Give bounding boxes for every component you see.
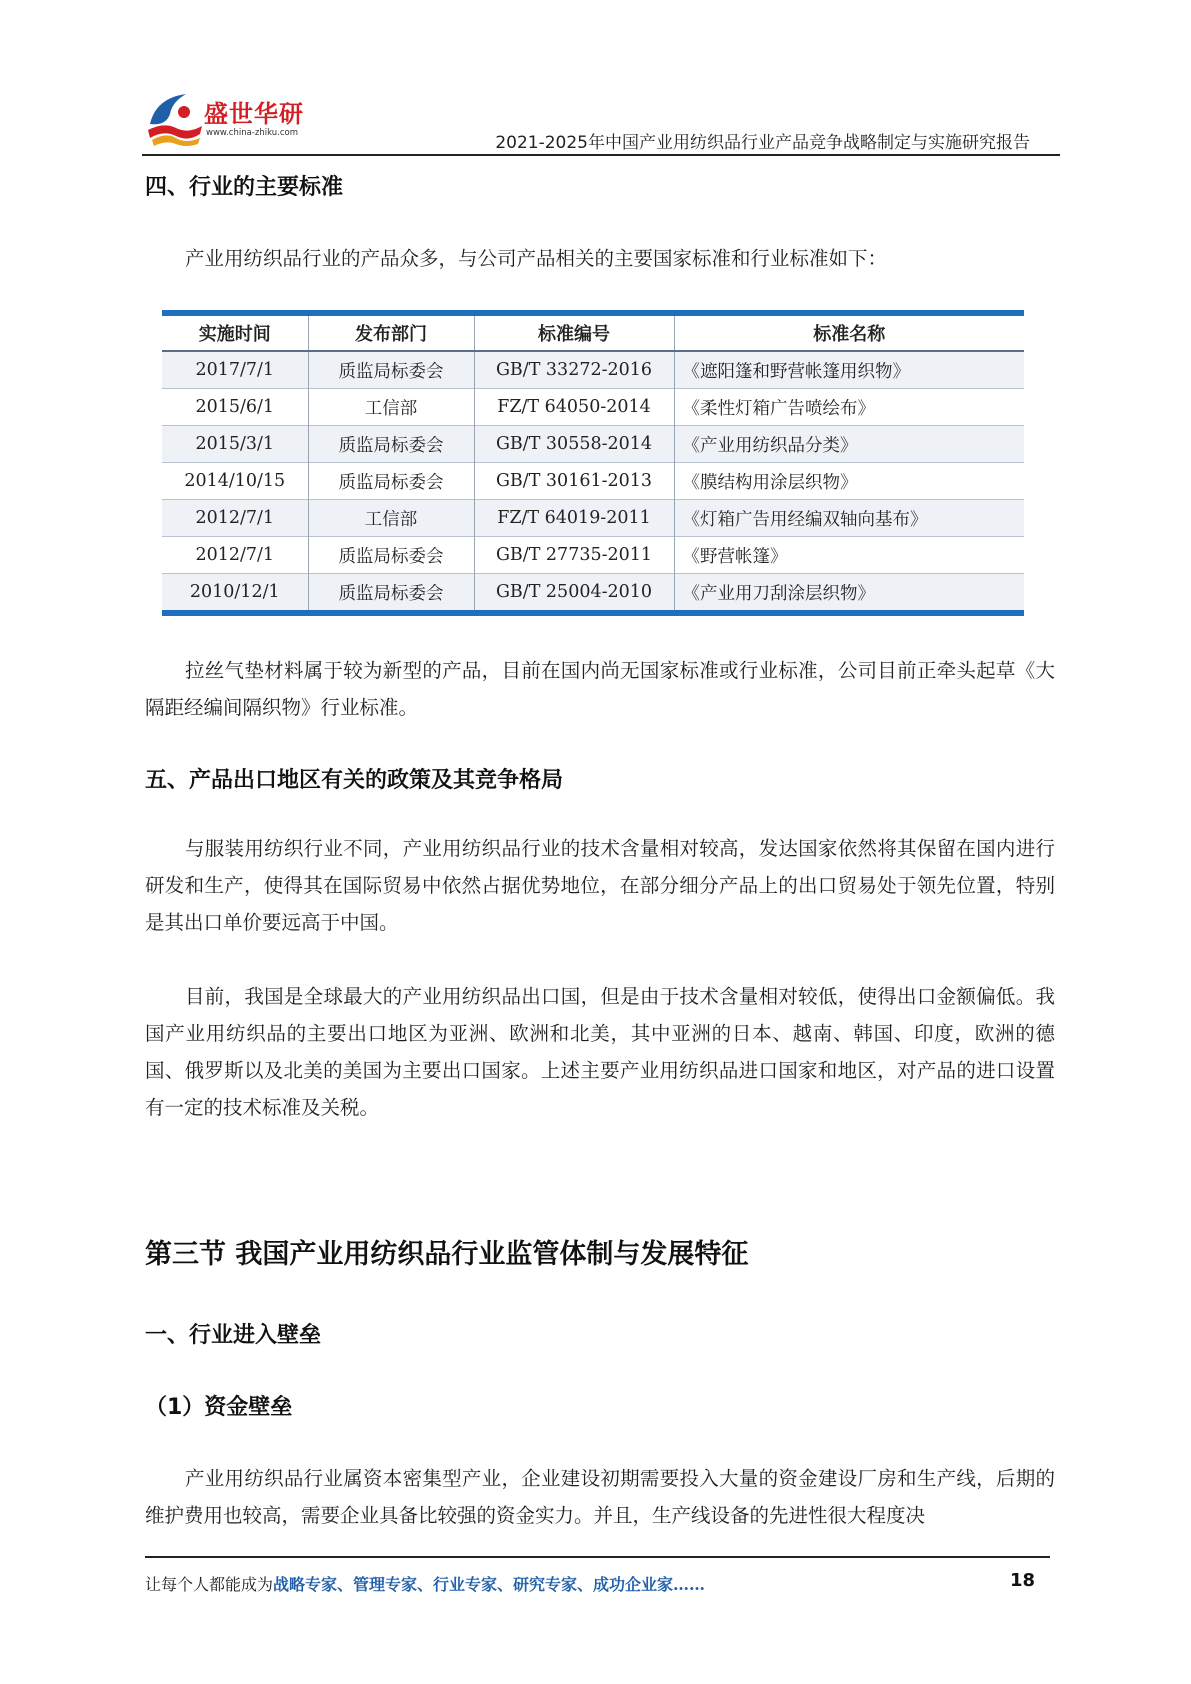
logo-url: www.china-zhiku.com (206, 128, 298, 138)
chapter-heading: 第三节 我国产业用纺织品行业监管体制与发展特征 (145, 1239, 749, 1270)
footer-divider (145, 1556, 1050, 1558)
cell-standard-code: GB/T 33272-2016 (474, 351, 674, 389)
export-paragraph-1: 与服装用纺织行业不同，产业用纺织品行业的技术含量相对较高，发达国家依然将其保留在国内进行研发和生产，使得其在国际贸易中依然占据优势地位，在部分细分产品上的出口贸易处于领先位置，特别是其出口单价要远高于中国。 (145, 837, 1055, 934)
section-heading-export: 五、产品出口地区有关的政策及其竞争格局 (145, 768, 564, 793)
cell-standard-name: 《膜结构用涂层织物》 (674, 463, 1024, 500)
column-header: 发布部门 (308, 316, 474, 351)
cell-standard-name: 《产业用刀刮涂层织物》 (674, 574, 1024, 611)
cell-date: 2015/3/1 (162, 426, 308, 463)
capital-barrier-paragraph: 产业用纺织品行业属资本密集型产业，企业建设初期需要投入大量的资金建设厂房和生产线，后期的维护费用也较高，需要企业具备比较强的资金实力。并且，生产线设备的先进性很大程度决 (145, 1467, 1055, 1527)
logo-wordmark: 盛世华研 (204, 100, 304, 128)
cell-standard-name: 《灯箱广告用经编双轴向基布》 (674, 500, 1024, 537)
cell-standard-code: FZ/T 64050-2014 (474, 389, 674, 426)
cell-standard-code: GB/T 25004-2010 (474, 574, 674, 611)
table-bottom-border (162, 610, 1024, 616)
new-product-paragraph: 拉丝气垫材料属于较为新型的产品，目前在国内尚无国家标准或行业标准，公司目前正牵头起草《大隔距经编间隔织物》行业标准。 (145, 659, 1055, 719)
export-paragraph-2: 目前，我国是全球最大的产业用纺织品出口国，但是由于技术含量相对较低，使得出口金额偏低。我国产业用纺织品的主要出口地区为亚洲、欧洲和北美，其中亚洲的日本、越南、韩国、印度，欧洲的德国、俄罗斯以及北美的美国为主要出口国家。上述主要产业用纺织品进口国家和地区，对产品的进口设置有一定的技术标准及关税。 (145, 985, 1055, 1119)
column-header: 标准编号 (474, 316, 674, 351)
page-header (142, 84, 1060, 158)
cell-department: 质监局标委会 (308, 463, 474, 500)
standards-intro-paragraph: 产业用纺织品行业的产品众多，与公司产品相关的主要国家标准和行业标准如下： (185, 247, 888, 270)
standards-table (162, 310, 1024, 616)
cell-date: 2012/7/1 (162, 537, 308, 574)
cell-standard-code: GB/T 30161-2013 (474, 463, 674, 500)
table-row (162, 463, 1024, 500)
cell-department: 质监局标委会 (308, 574, 474, 611)
table-row (162, 500, 1024, 537)
subsection-heading-capital: （1）资金壁垒 (145, 1395, 293, 1420)
company-logo (142, 84, 322, 150)
cell-standard-name: 《遮阳篷和野营帐篷用织物》 (674, 351, 1024, 389)
slogan-emphasis: 战略专家、管理专家、行业专家、研究专家、成功企业家…… (273, 1575, 706, 1594)
column-header: 实施时间 (162, 316, 308, 351)
cell-standard-code: GB/T 30558-2014 (474, 426, 674, 463)
table-row (162, 389, 1024, 426)
table-header-row (162, 316, 1024, 351)
report-title: 2021-2025年中国产业用纺织品行业产品竞争战略制定与实施研究报告 (495, 133, 1030, 153)
table-row (162, 537, 1024, 574)
table-row (162, 426, 1024, 463)
page-number: 18 (1010, 1570, 1036, 1591)
cell-department: 质监局标委会 (308, 351, 474, 389)
cell-date: 2017/7/1 (162, 351, 308, 389)
cell-department: 质监局标委会 (308, 537, 474, 574)
cell-department: 工信部 (308, 389, 474, 426)
logo-emblem-icon (142, 84, 206, 148)
header-divider (142, 154, 1060, 156)
column-header: 标准名称 (674, 316, 1024, 351)
cell-standard-code: GB/T 27735-2011 (474, 537, 674, 574)
table-row (162, 351, 1024, 389)
cell-standard-name: 《柔性灯箱广告喷绘布》 (674, 389, 1024, 426)
subsection-heading-barriers: 一、行业进入壁垒 (145, 1323, 322, 1348)
cell-department: 质监局标委会 (308, 426, 474, 463)
cell-date: 2014/10/15 (162, 463, 308, 500)
cell-department: 工信部 (308, 500, 474, 537)
footer-slogan (145, 1572, 705, 1595)
cell-date: 2010/12/1 (162, 574, 308, 611)
table-row (162, 574, 1024, 611)
cell-standard-name: 《产业用纺织品分类》 (674, 426, 1024, 463)
cell-standard-code: FZ/T 64019-2011 (474, 500, 674, 537)
cell-date: 2015/6/1 (162, 389, 308, 426)
slogan-prefix: 让每个人都能成为 (145, 1575, 274, 1594)
section-heading-standards: 四、行业的主要标准 (145, 175, 344, 200)
cell-date: 2012/7/1 (162, 500, 308, 537)
cell-standard-name: 《野营帐篷》 (674, 537, 1024, 574)
